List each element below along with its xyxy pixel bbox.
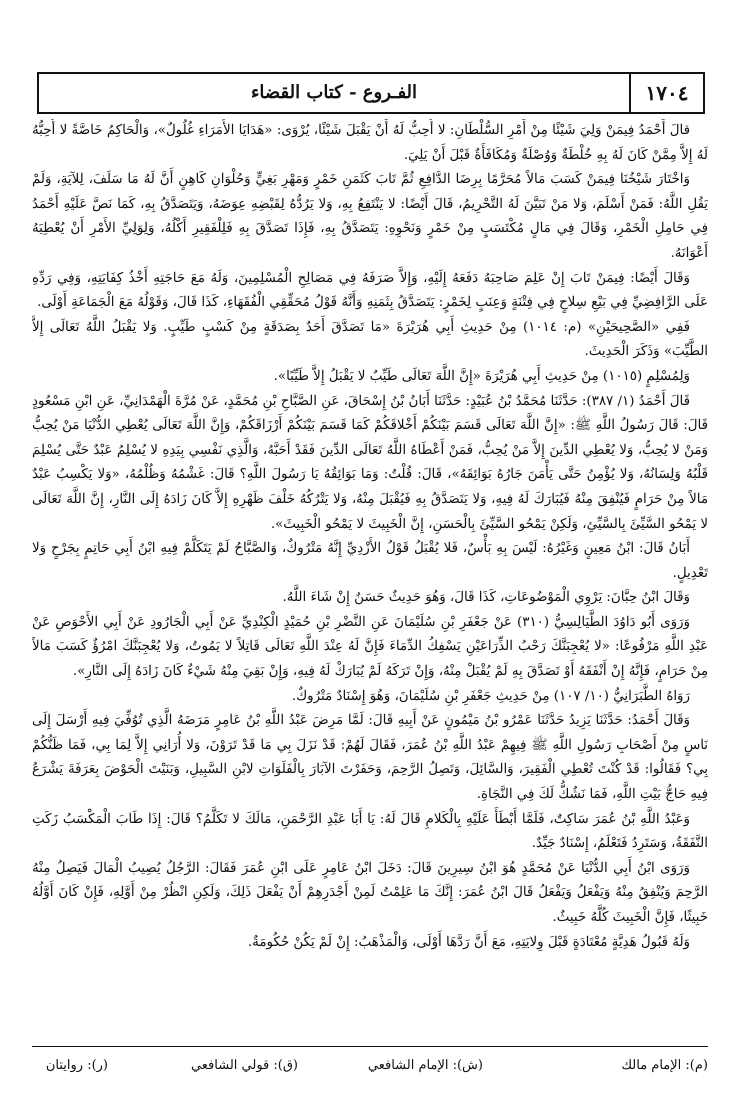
paragraph: وَعَبْدُ اللَّهِ بْنُ عُمَرَ سَاكِتٌ، فَلَمَّا أَبْطَأَ عَلَيْهِ بِالْكَلامِ قَالَ لَهُ: يَا أَبَا عَبْدِ الرَّحْمَنِ، مَالَكَ لا تَكَلَّمُ؟ قَالَ: إِذَا طَابَ الْمَكْسَبُ زَكَتِ النَّفَقَةُ، وَسَتَرِدُ فَتَعْلَمُ، إِسْنَادٌ جَيِّدٌ. [32,811,708,852]
paragraph: وَاخْتَارَ شَيْخُنَا فِيمَنْ كَسَبَ مَالاً مُحَرَّمًا بِرِضَا الدَّافِعِ ثُمَّ تَابَ كَثَمَنِ خَمْرٍ وَمَهْرِ بَغِيٍّ وَحُلْوَانِ كَاهِنٍ أَنَّ لَهُ مَا سَلَفَ، لِلآيَةِ، وَلَمْ يَقُلِ اللَّهُ: فَمَنْ أَسْلَمَ، وَلا مَنْ تَبَيَّنَ لَهُ التَّحْرِيمُ، قَالَ أَيْضًا: لا يَنْتَفِعُ بِهِ، وَلا يَرُدُّهُ لِقَبْضِهِ عِوَضَهُ، وَيَتَصَدَّقُ بِهِ، كَمَا نَصَّ عَلَيْهِ أَحْمَدُ فِي حَامِلِ الْخَمْرِ، وَقَالَ فِي مَالٍ مُكْتَسَبٍ مِنْ خَمْرٍ وَنَحْوِهِ: يَتَصَدَّقُ بِهِ، فَإِذَا تَصَدَّقَ بِهِ فَلِلْفَقِيرِ أَكْلُهُ، وَلِوَلِيِّ الأَمْرِ أَنْ يُعْطِيَهُ أَعْوَانَهُ. [32,172,708,261]
paragraph: وَلَهُ قَبُولُ هَدِيَّةٍ مُعْتَادَةٍ قَبْلَ وِلايَتِهِ، مَعَ أَنَّ رَدَّهَا أَوْلَى، وَالْمَذْهَبُ: إِنْ لَمْ يَكُنْ حُكُومَةٌ. [247,934,690,950]
paragraph: وَلِمُسْلِمٍ (١٠١٥) مِنْ حَدِيثِ أَبِي هُرَيْرَةَ «إِنَّ اللَّهَ تَعَالَى طَيِّبٌ لا يَقْبَلُ إِلاَّ طَيِّبًا». [273,368,690,384]
footer-rule [32,1046,708,1047]
abbr-riwayatan: (ر): روايتان [45,1058,108,1073]
header-title: الفـروع - كتاب القضاء [250,82,418,103]
paragraph: وَقَالَ أَحْمَدُ: حَدَّثَنَا يَزِيدُ حَدَّثَنَا عَمْرُو بْنُ مَيْمُونٍ عَنْ أَبِيهِ قَالَ: لَمَّا مَرِضَ عَبْدُ اللَّهِ بْنُ عَامِرٍ مَرَضَهُ الَّذِي تُوُفِّيَ فِيهِ أَرْسَلَ إِلَى نَاسٍ مِنْ أَصْحَابِ رَسُولِ اللَّهِ ﷺ فِيهِمْ عَبْدُ اللَّهِ بْنُ عُمَرَ، فَقَالَ لَهُمْ: قَدْ نَزَلَ بِي مَا قَدْ تَرَوْنَ، وَلا أُرَانِي إِلاَّ لِمَا بِي، فَمَا ظَنُّكُمْ بِي؟ فَقَالُوا: قَدْ كُنْتَ تُعْطِي الْفَقِيرَ، وَالسَّائِلَ، وَتَصِلُ الرَّحِمَ، وَحَفَرْتَ الآبَارَ بِالْفَلَوَاتِ لابْنِ السَّبِيلِ، وَبَنَيْتَ الْحَوْضَ بِعَرَفَةَ يَشْرَعُ فِيهِ حَاجُّ بَيْتِ اللَّهِ، فَمَا نَشُكُّ لَكَ فِي النَّجَاةِ. [32,713,708,803]
paragraph: رَوَاهُ الطَّبَرَانِيُّ (١٠/ ١٠٧) مِنْ حَدِيثِ جَعْفَرِ بْنِ سُلَيْمَانَ، وَهُوَ إِسْنَادٌ مَتْرُوكٌ. [291,688,690,704]
abbr-shafii: (ش): الإمام الشافعي [367,1058,483,1073]
abbr-qawlay: (ق): قولي الشافعي [190,1058,298,1073]
paragraph: وَقَالَ ابْنُ حِبَّانَ: يَرْوِي الْمَوْضُوعَاتِ، كَذَا قَالَ، وَهُوَ حَدِيثٌ حَسَنٌ إِنْ شَاءَ اللَّهُ. [282,590,690,606]
paragraph: قَالَ أَحْمَدُ (١/ ٣٨٧): حَدَّثَنَا مُحَمَّدُ بْنُ عُبَيْدٍ: حَدَّثَنَا أَبَانُ بْنُ إِسْحَاقَ، عَنِ الصَّبَّاحِ بْنِ مُحَمَّدٍ، عَنْ مُرَّةَ الْهَمْدَانِيِّ، عَنِ ابْنِ مَسْعُودٍ قَالَ: قَالَ رَسُولُ اللَّهِ ﷺ: «إِنَّ اللَّهَ تَعَالَى قَسَمَ بَيْنَكُمْ أَخْلاقَكُمْ كَمَا قَسَمَ بَيْنَكُمْ أَرْزَاقَكُمْ، وَإِنَّ اللَّهَ تَعَالَى يُعْطِي الدُّنْيَا مَنْ يُحِبُّ وَمَنْ لا يُحِبُّ، وَلا يُعْطِي الدِّينَ إِلاَّ مَنْ يُحِبُّ، فَمَنْ أَعْطَاهُ اللَّهُ تَعَالَى الدِّينَ فَقَدْ أَحَبَّهُ، وَالَّذِي نَفْسِي بِيَدِهِ لا يُسْلِمُ عَبْدٌ حَتَّى يُسْلِمَ قَلْبُهُ وَلِسَانُهُ، وَلا يُؤْمِنُ حَتَّى يَأْمَنَ جَارُهُ بَوَائِقَهُ»، قَالَ: قُلْتُ: وَمَا بَوَائِقُهُ يَا رَسُولَ اللَّهِ؟ قَالَ: غَشْمُهُ وَظُلْمُهُ، «وَلا يَكْسِبُ عَبْدٌ مَالاً مِنْ حَرَامٍ فَيُنْفِقَ مِنْهُ فَيُبَارَكَ لَهُ فِيهِ، وَلا يَتَصَدَّقُ بِهِ فَيُقْبَلَ مِنْهُ، وَلا يَتْرُكُهُ خَلْفَ ظَهْرِهِ إِلاَّ كَانَ زَادَهُ إِلَى النَّارِ، إِنَّ اللَّهَ تَعَالَى لا يَمْحُو السَّيِّئَ بِالسَّيِّئِ، وَلَكِنْ يَمْحُو السَّيِّئَ بِالْحَسَنِ، إِنَّ الْخَبِيثَ لا يَمْحُو الْخَبِيثَ». [32,393,708,532]
abbr-malik: (م): الإمام مالك [621,1058,708,1073]
paragraph: وَرَوَى ابْنُ أَبِي الدُّنْيَا عَنْ مُحَمَّدٍ هُوَ ابْنُ سِيرِينَ قَالَ: دَخَلَ ابْنُ عَامِرٍ عَلَى ابْنِ عُمَرَ فَقَالَ: الرَّجُلُ يُصِيبُ الْمَالَ فَيَصِلُ مِنْهُ الرَّحِمَ وَيُنْفِقُ مِنْهُ وَيَفْعَلُ وَيَفْعَلُ قَالَ ابْنُ عُمَرَ: إِنَّكَ مَا عَلِمْتُ لَمِنْ أَجْدَرِهِمْ أَنْ يَفْعَلَ ذَلِكَ، وَلَكِنِ انْظُرْ مِنْ أَوَّلِهِ، فَإِنْ كَانَ أَوَّلُهُ خَبِيثًا، فَإِنَّ الْخَبِيثَ كُلَّهُ خَبِيثٌ. [32,860,708,925]
abbreviations-footer [32,1058,708,1080]
paragraph: فَفِي «الصَّحِيحَيْنِ» (م: ١٠١٤) مِنْ حَدِيثِ أَبِي هُرَيْرَةَ «مَا تَصَدَّقَ أَحَدٌ بِصَدَقَةٍ مِنْ كَسْبٍ طَيِّبٍ. وَلا يَقْبَلُ اللَّهُ تَعَالَى إِلاَّ الطَّيِّبَ» وَذَكَرَ الْحَدِيثَ. [32,319,708,360]
paragraph: قالَ أَحْمَدُ فِيمَنْ وَلِيَ شَيْئًا مِنْ أَمْرِ السُّلْطَانِ: لا أُحِبُّ لَهُ أَنْ يَقْبَلَ شَيْئًا، يُرْوَى: «هَدَايَا الأُمَرَاءِ غُلُولٌ»، وَالْحَاكِمُ خَاصَّةً لا أُحِبُّهُ لَهُ إِلاَّ مِمَّنْ كَانَ لَهُ بِهِ خُلْطَةٌ وَوُصْلَةٌ وَمُكَافَأَةٌ قَبْلَ أَنْ يَلِيَ. [32,123,708,163]
paragraph: وَقَالَ أَيْضًا: فِيمَنْ تَابَ إِنْ عَلِمَ صَاحِبَهُ دَفَعَهُ إِلَيْهِ، وَإِلاَّ صَرَفَهُ فِي مَصَالِحِ الْمُسْلِمِينَ، وَلَهُ مَعَ حَاجَتِهِ أَخْذُ كِفَايَتِهِ، وَفِي رَدِّهِ عَلَى الرَّافِضِيِّ فِي بَيْعِ سِلاحٍ فِي فِتْنَةٍ وَعِنَبٍ لِخَمْرٍ: يَتَصَدَّقُ بِثَمَنِهِ وَأَنَّهُ قَوْلُ مُحَقِّقِي الْفُقَهَاءِ، كَذَا قَالَ، وَقَوْلُهُ مَعَ الْجَمَاعَةِ أَوْلَى. [32,270,708,311]
paragraph: وَرَوَى أَبُو دَاوُدَ الطَّيَالِسِيُّ (٣١٠) عَنْ جَعْفَرِ بْنِ سُلَيْمَانَ عَنِ النَّضْرِ بْنِ حُمَيْدٍ الْكِنْدِيِّ عَنْ أَبِي الْجَارُودِ عَنْ أَبِي الأَحْوَصِ عَنْ عَبْدِ اللَّهِ مَرْفُوعًا: «لا يُعْجِبَنَّكَ رَحْبُ الذِّرَاعَيْنِ يَسْفِكُ الدِّمَاءَ فَإِنَّ لَهُ عِنْدَ اللَّهِ تَعَالَى قَاتِلاً لا يَمُوتُ، وَلا يُعْجِبَنَّكَ امْرُؤٌ كَسَبَ مَالاً مِنْ حَرَامٍ، فَإِنَّهُ إِنْ أَنْفَقَهُ أَوْ تَصَدَّقَ بِهِ لَمْ يُقْبَلْ مِنْهُ، وَإِنْ تَرَكَهُ لَمْ يُبَارَكْ لَهُ فِيهِ، وَإِنْ بَقِيَ مِنْهُ شَيْءٌ كَانَ زَادَهُ إِلَى النَّارِ». [32,614,708,680]
page-number: ١٧٠٤ [645,81,689,105]
body-text [32,119,708,1029]
page-header [37,72,705,114]
paragraph: أَبَانُ قَالَ: ابْنُ مَعِينٍ وَغَيْرُهُ: لَيْسَ بِهِ بَأْسٌ، فَلا يُقْبَلُ قَوْلُ الأَزْدِيِّ إِنَّهُ مَتْرُوكٌ، وَالصَّبَّاحُ لَمْ يَتَكَلَّمْ فِيهِ ابْنُ أَبِي حَاتِمٍ بِجَرْحٍ وَلا تَعْدِيلٍ. [32,541,708,581]
